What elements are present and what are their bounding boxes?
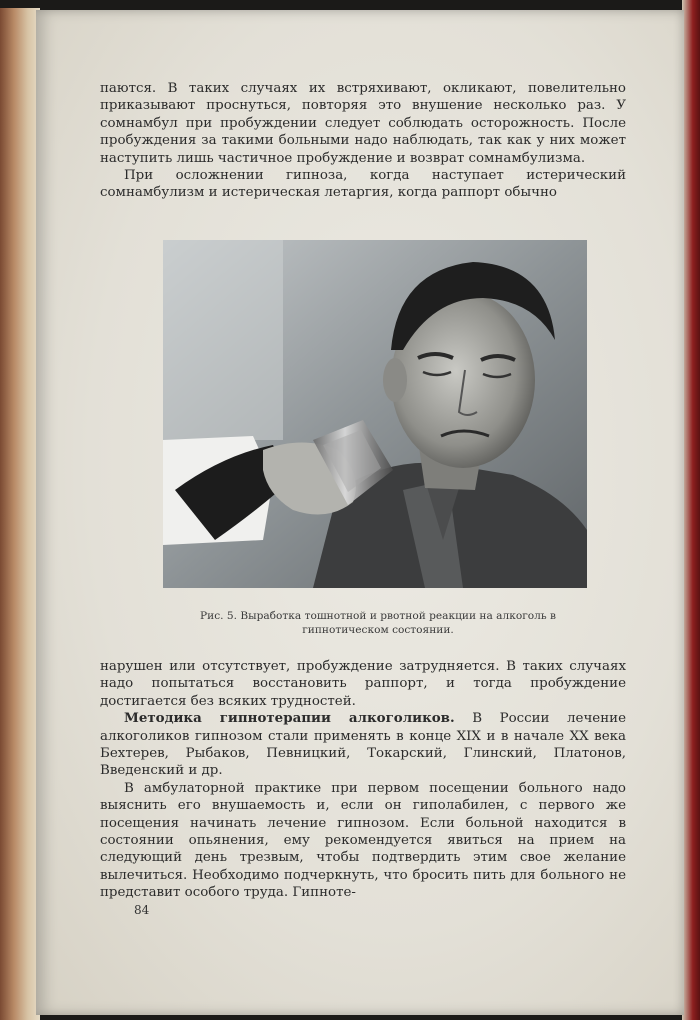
figure-photo <box>163 240 587 588</box>
paragraph-continuation: паются. В таких случаях их встряхивают, окликают, повелительно приказывают проснуться, повторяя это внушение несколько раз. У сомнамбул при пробуждении следует соблюдать осторожность. После пробуждения за такими больными надо наблюдать, так как у них может наступить лишь частичное пробуждение и возврат сомнамбулизма. <box>100 81 626 166</box>
book-spine <box>0 8 40 1020</box>
paragraph-complication: При осложнении гипноза, когда наступает истерический сомнамбулизм и истерическая летаргия, когда раппорт обычно <box>100 168 626 201</box>
bottom-text-block <box>100 658 626 902</box>
paragraph-awakening: нарушен или отсутствует, пробуждение затрудняется. В таких случаях надо попытаться восстановить раппорт, и тогда пробуждение достигается без всяких трудностей. <box>100 659 626 709</box>
page-number: 84 <box>134 903 150 917</box>
page-edge <box>682 0 700 1020</box>
figure-caption: Рис. 5. Выработка тошнотной и рвотной реакции на алкоголь в гипнотическом состоянии. <box>200 610 556 636</box>
paragraph-ambulatory: В амбулаторной практике при первом посещении больного надо выяснить его внушаемость и, если он гиполабилен, с первого же посещения начинать лечение гипнозом. Если больной находится в состоянии опьянения, ему рекомендуется явиться на прием на следующий день трезвым, чтобы подтвердить этим свое желание вылечиться. Необходимо подчеркнуть, что бросить пить для больного не представит особого труда. Гипноте- <box>100 780 626 901</box>
paragraph-methodology <box>100 710 626 780</box>
photo-man-with-glass <box>163 240 587 588</box>
section-heading: Методика гипнотерапии алкоголиков. <box>124 710 455 727</box>
section-text: В России лечение алкоголиков гипнозом стали применять в конце XIX и в начале XX века Бехтерев, Рыбаков, Певницкий, Токарский, Глинский, Платонов, Введенский и др. <box>100 711 627 779</box>
top-text-block <box>100 80 626 202</box>
